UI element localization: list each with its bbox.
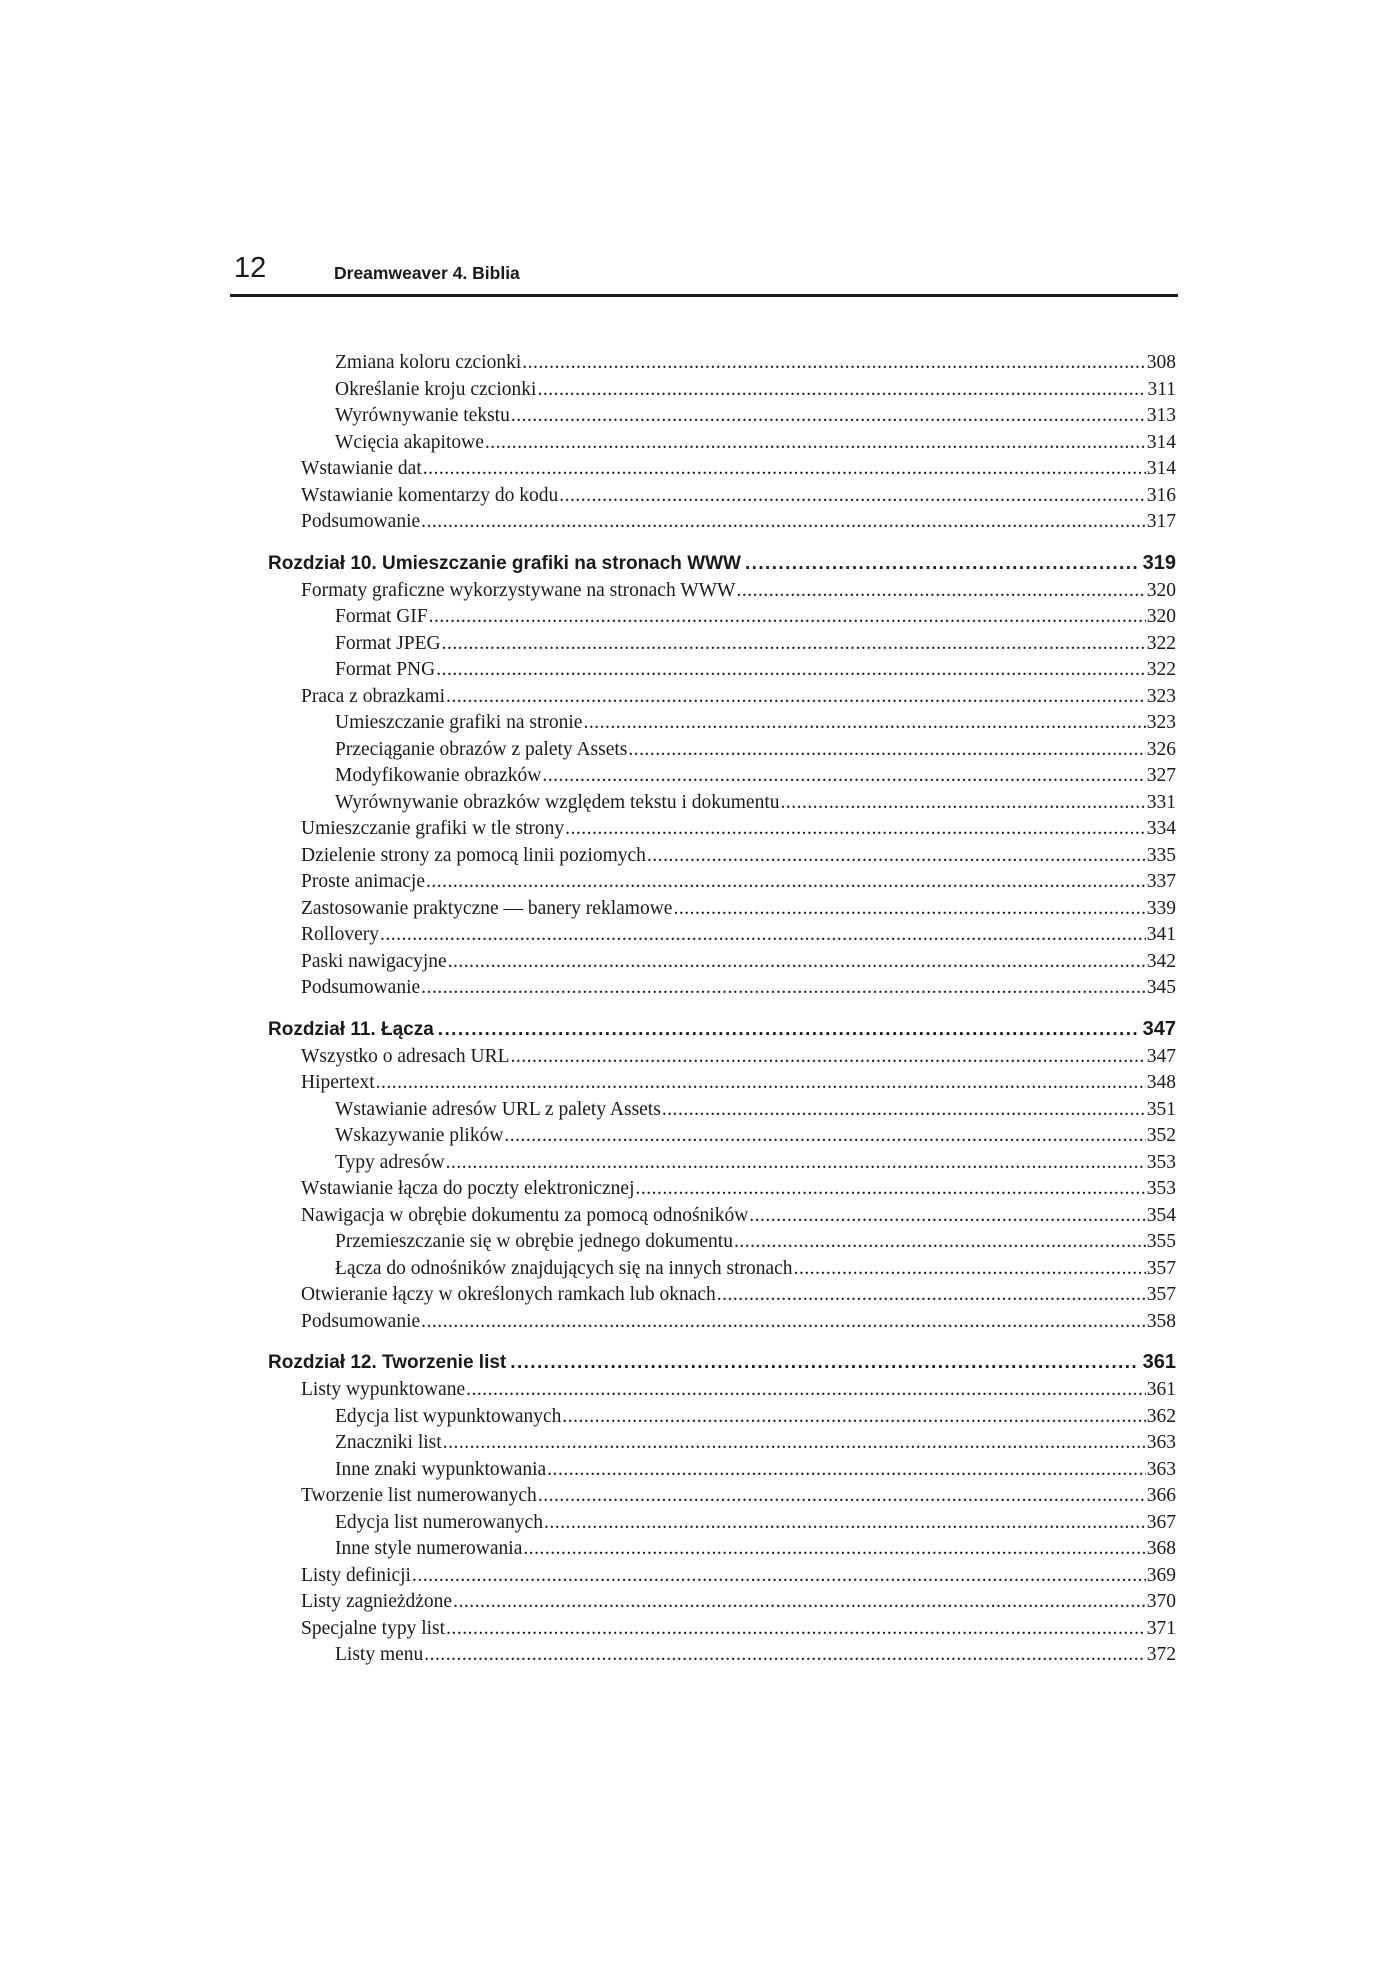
chapter-title: Rozdział 10. Umieszczanie grafiki na stronach WWW <box>268 552 741 574</box>
toc-page-number: 316 <box>1146 484 1176 506</box>
toc-entry <box>268 403 1176 430</box>
toc-page-number: 363 <box>1146 1432 1176 1453</box>
toc-entry <box>268 456 1176 483</box>
dot-leader <box>446 1150 1146 1177</box>
toc-entry-title: Podsumowanie <box>301 977 421 998</box>
toc-entry <box>268 1070 1176 1097</box>
toc-page-number: 320 <box>1146 606 1176 627</box>
toc-page-number: 319 <box>1142 551 1176 574</box>
toc-entry-title: Wyrównywanie tekstu <box>335 405 510 426</box>
dot-leader <box>446 684 1146 711</box>
toc-page-number: 370 <box>1146 1591 1176 1612</box>
dot-leader <box>559 483 1146 510</box>
toc-entry-title: Modyfikowanie obrazków <box>335 765 542 786</box>
dot-leader <box>583 710 1145 737</box>
toc-page-number: 322 <box>1146 632 1176 654</box>
toc-page-number: 366 <box>1146 1485 1176 1506</box>
toc-entry <box>268 657 1176 684</box>
dot-leader <box>522 350 1145 377</box>
toc-page-number: 372 <box>1146 1644 1176 1665</box>
toc-entry <box>268 377 1176 404</box>
toc-entry-title: Formaty graficzne wykorzystywane na stronach WWW <box>301 579 736 601</box>
toc-entry <box>268 604 1176 631</box>
toc-entry <box>268 631 1176 658</box>
toc-entry-title: Rollovery <box>301 924 379 945</box>
dot-leader <box>421 975 1146 1002</box>
toc-page-number: 362 <box>1146 1405 1176 1427</box>
toc-page-number: 337 <box>1146 871 1176 892</box>
toc-page-number: 320 <box>1146 579 1176 601</box>
dot-leader <box>511 403 1146 430</box>
toc-entry-title: Listy wypunktowane <box>301 1379 466 1400</box>
toc-entry-title: Edycja list numerowanych <box>335 1511 543 1533</box>
toc-page-number: 361 <box>1146 1379 1176 1400</box>
dot-leader <box>453 1589 1146 1616</box>
toc-page-number: 323 <box>1146 712 1176 733</box>
toc-entry-title: Tworzenie list numerowanych <box>301 1485 537 1506</box>
toc-page-number: 363 <box>1146 1458 1176 1480</box>
toc-entry <box>268 1229 1176 1256</box>
toc-entry-title: Listy zagnieżdżone <box>301 1591 453 1612</box>
dot-leader <box>380 922 1146 949</box>
dot-leader <box>423 456 1146 483</box>
toc-entry <box>268 1309 1176 1336</box>
toc-entry-title: Wstawianie komentarzy do kodu <box>301 484 559 506</box>
toc-chapter-heading <box>268 550 1176 577</box>
toc-entry-title: Paski nawigacyjne <box>301 950 447 972</box>
toc-entry <box>268 1044 1176 1071</box>
toc-entry <box>268 949 1176 976</box>
toc-page-number: 369 <box>1146 1564 1176 1586</box>
toc-page-number: 361 <box>1142 1351 1176 1373</box>
toc-entry <box>268 1282 1176 1309</box>
dot-leader <box>717 1282 1146 1309</box>
dot-leader <box>429 604 1146 631</box>
toc-entry-title: Proste animacje <box>301 871 425 892</box>
toc-entry-title: Umieszczanie grafiki w tle strony <box>301 818 565 839</box>
toc-entry-title: Specjalne typy list <box>301 1617 446 1639</box>
toc-entry <box>268 1510 1176 1537</box>
dot-leader <box>421 509 1146 536</box>
toc-page-number: 341 <box>1146 924 1176 945</box>
toc-entry-title: Nawigacja w obrębie dokumentu za pomocą odnośników <box>301 1204 749 1226</box>
toc-entry <box>268 430 1176 457</box>
toc-page-number: 331 <box>1146 791 1176 813</box>
toc-page-number: 353 <box>1146 1178 1176 1199</box>
toc-entry <box>268 896 1176 923</box>
toc-entry <box>268 1589 1176 1616</box>
toc-entry-title: Inne znaki wypunktowania <box>335 1458 547 1480</box>
toc-entry <box>268 509 1176 536</box>
dot-leader <box>781 790 1146 817</box>
toc-page-number: 368 <box>1146 1538 1176 1559</box>
dot-leader <box>426 869 1146 896</box>
toc-page-number: 348 <box>1146 1072 1176 1093</box>
toc-entry-title: Wstawianie łącza do poczty elektronicznej <box>301 1178 635 1199</box>
toc-entry-title: Wszystko o adresach URL <box>301 1045 510 1067</box>
dot-leader <box>523 1536 1145 1563</box>
toc-entry <box>268 1483 1176 1510</box>
toc-entry <box>268 922 1176 949</box>
toc-page-number: 326 <box>1146 738 1176 760</box>
toc-page-number: 334 <box>1146 818 1176 839</box>
toc-chapter-heading <box>268 1016 1176 1043</box>
toc-page-number: 351 <box>1146 1098 1176 1120</box>
toc-entry-title: Listy menu <box>335 1644 424 1665</box>
chapter-title: Rozdział 11. Łącza <box>268 1018 434 1040</box>
dot-leader <box>448 949 1146 976</box>
toc-page-number: 354 <box>1146 1204 1176 1226</box>
dot-leader <box>412 1563 1146 1590</box>
toc-entry-title: Podsumowanie <box>301 1310 421 1332</box>
toc-entry <box>268 1642 1176 1669</box>
toc-page-number: 313 <box>1146 405 1176 426</box>
toc-page-number: 308 <box>1146 352 1176 373</box>
dot-leader <box>736 578 1145 605</box>
toc-entry-title: Otwieranie łączy w określonych ramkach lub oknach <box>301 1284 716 1305</box>
toc-page-number: 314 <box>1146 431 1176 453</box>
toc-entry-title: Podsumowanie <box>301 511 421 532</box>
toc-entry-title: Format JPEG <box>335 632 441 654</box>
toc-entry <box>268 684 1176 711</box>
dot-leader <box>443 1430 1146 1457</box>
toc-entry <box>268 843 1176 870</box>
toc-page-number: 371 <box>1146 1617 1176 1639</box>
toc-entry <box>268 763 1176 790</box>
toc-entry-title: Wcięcia akapitowe <box>335 431 484 453</box>
toc-page-number: 335 <box>1146 844 1176 866</box>
dot-leader <box>438 1016 1139 1043</box>
toc-chapter-heading <box>268 1349 1176 1376</box>
dot-leader <box>749 1203 1145 1230</box>
toc-page-number: 347 <box>1142 1017 1176 1040</box>
table-of-contents <box>268 350 1176 1669</box>
dot-leader <box>421 1309 1146 1336</box>
toc-entry <box>268 869 1176 896</box>
toc-entry <box>268 710 1176 737</box>
dot-leader <box>647 843 1146 870</box>
toc-entry-title: Łącza do odnośników znajdujących się na innych stronach <box>335 1257 793 1279</box>
toc-entry-title: Umieszczanie grafiki na stronie <box>335 712 583 733</box>
toc-entry <box>268 1123 1176 1150</box>
dot-leader <box>424 1642 1145 1669</box>
toc-entry <box>268 1256 1176 1283</box>
toc-entry <box>268 1404 1176 1431</box>
toc-entry-title: Wstawianie adresów URL z palety Assets <box>335 1098 661 1120</box>
toc-entry <box>268 350 1176 377</box>
toc-entry <box>268 1203 1176 1230</box>
toc-page-number: 342 <box>1146 950 1176 972</box>
dot-leader <box>442 631 1146 658</box>
toc-entry-title: Edycja list wypunktowanych <box>335 1405 562 1427</box>
toc-entry <box>268 975 1176 1002</box>
dot-leader <box>745 550 1139 577</box>
toc-entry-title: Wskazywanie plików <box>335 1125 504 1146</box>
toc-entry <box>268 790 1176 817</box>
page-header <box>230 252 1178 297</box>
toc-entry <box>268 1176 1176 1203</box>
toc-page-number: 345 <box>1146 977 1176 998</box>
page-number: 12 <box>234 252 267 284</box>
toc-page-number: 357 <box>1146 1284 1176 1305</box>
dot-leader <box>547 1457 1146 1484</box>
toc-entry-title: Typy adresów <box>335 1151 445 1173</box>
dot-leader <box>485 430 1146 457</box>
toc-page-number: 339 <box>1146 897 1176 919</box>
toc-entry-title: Dzielenie strony za pomocą linii poziomych <box>301 844 646 866</box>
dot-leader <box>562 1404 1145 1431</box>
dot-leader <box>466 1377 1146 1404</box>
toc-page-number: 314 <box>1146 458 1176 479</box>
toc-entry-title: Format PNG <box>335 659 436 680</box>
dot-leader <box>628 737 1145 764</box>
toc-entry-title: Zastosowanie praktyczne — banery reklamowe <box>301 897 673 919</box>
toc-page-number: 358 <box>1146 1310 1176 1332</box>
toc-page-number: 367 <box>1146 1511 1176 1533</box>
toc-page-number: 357 <box>1146 1257 1176 1279</box>
toc-entry <box>268 483 1176 510</box>
toc-entry-title: Przeciąganie obrazów z palety Assets <box>335 738 628 760</box>
dot-leader <box>504 1123 1145 1150</box>
toc-page-number: 353 <box>1146 1151 1176 1173</box>
dot-leader <box>734 1229 1146 1256</box>
toc-entry <box>268 1430 1176 1457</box>
dot-leader <box>537 377 1146 404</box>
running-title: Dreamweaver 4. Biblia <box>334 263 520 283</box>
toc-entry-title: Inne style numerowania <box>335 1538 523 1559</box>
toc-entry-title: Praca z obrazkami <box>301 685 446 707</box>
toc-page-number: 323 <box>1146 685 1176 707</box>
toc-page-number: 327 <box>1146 765 1176 786</box>
dot-leader <box>510 1349 1138 1376</box>
toc-entry <box>268 1616 1176 1643</box>
dot-leader <box>673 896 1145 923</box>
toc-entry <box>268 737 1176 764</box>
dot-leader <box>544 1510 1146 1537</box>
dot-leader <box>446 1616 1146 1643</box>
toc-entry-title: Określanie kroju czcionki <box>335 378 537 400</box>
toc-entry-title: Hipertext <box>301 1072 375 1093</box>
toc-entry-title: Przemieszczanie się w obrębie jednego dokumentu <box>335 1231 733 1252</box>
dot-leader <box>542 763 1145 790</box>
toc-entry-title: Wstawianie dat <box>301 458 422 479</box>
toc-page-number: 311 <box>1147 378 1176 400</box>
toc-entry <box>268 1150 1176 1177</box>
toc-entry <box>268 1377 1176 1404</box>
chapter-title: Rozdział 12. Tworzenie list <box>268 1352 507 1373</box>
toc-entry-title: Zmiana koloru czcionki <box>335 352 522 373</box>
dot-leader <box>794 1256 1146 1283</box>
toc-page-number: 352 <box>1146 1125 1176 1146</box>
toc-entry <box>268 1563 1176 1590</box>
dot-leader <box>436 657 1146 684</box>
toc-entry <box>268 1097 1176 1124</box>
dot-leader <box>510 1044 1145 1071</box>
dot-leader <box>376 1070 1146 1097</box>
dot-leader <box>538 1483 1146 1510</box>
toc-entry <box>268 816 1176 843</box>
toc-page-number: 347 <box>1146 1045 1176 1067</box>
toc-entry <box>268 1536 1176 1563</box>
toc-entry-title: Format GIF <box>335 606 428 627</box>
toc-entry-title: Wyrównywanie obrazków względem tekstu i dokumentu <box>335 791 780 813</box>
toc-page-number: 355 <box>1146 1231 1176 1252</box>
toc-page-number: 322 <box>1146 659 1176 680</box>
toc-entry <box>268 578 1176 605</box>
toc-entry <box>268 1457 1176 1484</box>
dot-leader <box>662 1097 1146 1124</box>
dot-leader <box>565 816 1146 843</box>
toc-entry-title: Listy definicji <box>301 1564 411 1586</box>
toc-page-number: 317 <box>1146 511 1176 532</box>
dot-leader <box>636 1176 1146 1203</box>
toc-entry-title: Znaczniki list <box>335 1432 442 1453</box>
